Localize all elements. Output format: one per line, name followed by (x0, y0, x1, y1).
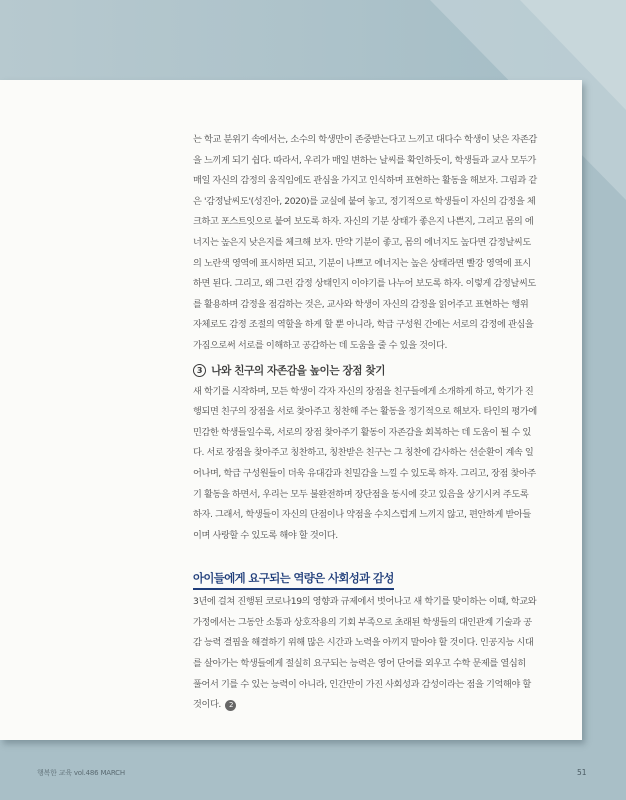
text-line: 크하고 포스트잇으로 붙여 보도록 하자. 자신의 기분 상태가 좋은지 나쁜지, 그리고 몸의 에 (193, 216, 534, 228)
footer-publication: 행복한 교육 vol.486 MARCH (37, 769, 125, 777)
text-line: 가정에서는 그동안 소통과 상호작용의 기회 부족으로 초래된 학생들의 대인관계 기술과 공 (193, 616, 532, 628)
text-line: 감 능력 결핍을 해결하기 위해 많은 시간과 노력을 아끼지 말아야 할 것이다. 인공지능 시대 (193, 637, 534, 649)
subheading-text: 나와 친구의 자존감을 높이는 장점 찾기 (211, 364, 386, 377)
text-line: 를 살아가는 학생들에게 절실히 요구되는 능력은 영어 단어를 외우고 수학 문제를 열심히 (193, 658, 526, 670)
text-line: 하면 된다. 그리고, 왜 그런 감정 상태인지 이야기를 나누어 보도록 하자. 이렇게 감정날씨도 (193, 278, 536, 290)
text-line: 행되면 친구의 장점을 서로 찾아주고 칭찬해 주는 활동을 정기적으로 해보자. 타인의 평가에 (193, 406, 537, 418)
subheading-number: 3 (193, 364, 206, 377)
text-line: 매일 자신의 감정의 움직임에도 관심을 가지고 인식하며 표현하는 활동을 해보자. 그림과 같 (193, 175, 537, 187)
text-line: 민감한 학생들일수록, 서로의 장점 찾아주기 활동이 자존감을 회복하는 데 도움이 될 수 있 (193, 426, 531, 438)
continued-mark-icon: 2 (225, 700, 236, 711)
text-line: 하자. 그래서, 학생들이 자신의 단점이나 약점을 수치스럽게 느끼지 않고, 편안하게 받아들 (193, 509, 531, 521)
paragraph-3 (193, 592, 589, 716)
text-line: 을 느끼게 되기 쉽다. 따라서, 우리가 매일 변하는 날씨를 확인하듯이, 학생들과 교사 모두가 (193, 154, 536, 166)
text-line: 는 학교 분위기 속에서는, 소수의 학생만이 존중받는다고 느끼고 대다수 학생이 낮은 자존감 (193, 134, 537, 145)
text-line: 어나며, 학급 구성원들이 더욱 유대감과 친밀감을 느낄 수 있도록 하자. 그리고, 장점 찾아주 (193, 467, 536, 479)
page-number: 51 (577, 768, 587, 777)
text-line: 것이다. 2 (193, 695, 589, 716)
text-line: 다. 서로 장점을 찾아주고 칭찬하고, 칭찬받은 친구는 그 칭찬에 감사하는 선순환이 계속 일 (193, 447, 534, 459)
text-line: 가짐으로써 서로를 이해하고 공감하는 데 도움을 줄 수 있을 것이다. (193, 339, 448, 351)
text-line: 은 '감정날씨도'(성진아, 2020)를 교실에 붙여 놓고, 정기적으로 학생들이 자신의 감정을 체 (193, 195, 536, 207)
paragraph-1 (193, 130, 589, 357)
text-line: 를 활용하며 감정을 점검하는 것은, 교사와 학생이 자신의 감정을 읽어주고 표현하는 행위 (193, 298, 529, 310)
text-line: 너지는 높은지 낮은지를 체크해 보자. 만약 기분이 좋고, 몸의 에너지도 높다면 감정날씨도 (193, 236, 531, 248)
text-line: 3년에 걸쳐 진행된 코로나19의 영향과 규제에서 벗어나고 새 학기를 맞이하는 이때, 학교와 (193, 596, 537, 608)
text-line: 새 학기를 시작하며, 모든 학생이 각자 자신의 장점을 친구들에게 소개하게 하고, 학기가 진 (193, 385, 534, 397)
text-line: 자체로도 감정 조절의 역할을 하게 할 뿐 아니라, 학급 구성원 간에는 서로의 감정에 관심을 (193, 319, 534, 331)
text-line: 이며 사랑할 수 있도록 해야 할 것이다. (193, 529, 338, 541)
section-title: 아이들에게 요구되는 역량은 사회성과 감성 (193, 568, 394, 590)
paragraph-2 (193, 382, 589, 547)
text-line: 의 노란색 영역에 표시하면 되고, 기분이 나쁘고 에너지는 높은 상태라면 빨강 영역에 표시 (193, 257, 531, 269)
text-line: 기 활동을 하면서, 우리는 모두 불완전하며 장단점을 동시에 갖고 있음을 상기시켜 주도록 (193, 488, 529, 500)
article-content (193, 130, 589, 716)
subheading (193, 361, 589, 382)
text-line: 풀어서 기를 수 있는 능력이 아니라, 인간만이 가진 사회성과 감성이라는 점을 기억해야 할 (193, 678, 531, 690)
